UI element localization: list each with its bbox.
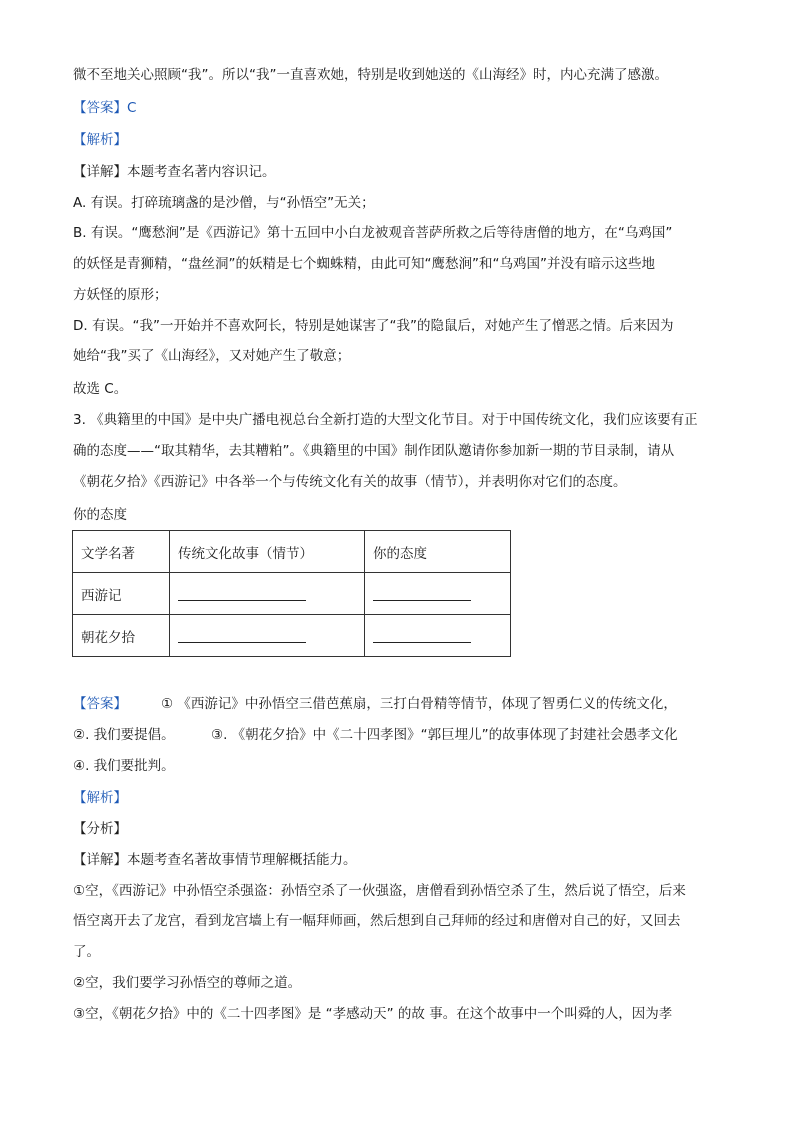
answer-text: ① 《西游记》中孙悟空三借芭蕉扇，三打白骨精等情节，体现了智勇仁义的传统文化， [161, 696, 677, 712]
table-cell-attitude [365, 615, 511, 657]
answer-label: 【答案】C [73, 100, 137, 116]
question-line: 《朝花夕拾》《西游记》中各举一个与传统文化有关的故事（情节），并表明你对它们的态度。 [73, 474, 627, 490]
table-row [73, 615, 511, 657]
fill-blank [178, 586, 306, 601]
table-row [73, 573, 511, 615]
answer-text: ②. 我们要提倡。 [73, 727, 175, 743]
table-cell-book: 朝花夕拾 [73, 615, 170, 657]
answer-text: ③. 《朝花夕拾》中《二十四孝图》“郭巨埋儿”的故事体现了封建社会愚孝文化 [211, 727, 678, 743]
text-line: A. 有误。打碎琉璃盏的是沙僧，与“孙悟空”无关； [73, 195, 375, 211]
question-line: 3. 《典籍里的中国》是中央广播电视总台全新打造的大型文化节目。对于中国传统文化，我们应该要有正 [73, 412, 698, 428]
question-line: 确的态度——“取其精华，去其糟粕”。《典籍里的中国》制作团队邀请你参加新一期的节目录制，请从 [73, 443, 675, 459]
fill-blank [373, 628, 471, 643]
text-line: B. 有误。“鹰愁涧”是《西游记》第十五回中小白龙被观音菩萨所救之后等待唐僧的地方，在“乌鸡国” [73, 225, 673, 241]
table-cell-story [170, 615, 365, 657]
answer-line: ④. 我们要批判。 [73, 758, 175, 774]
answer-line [73, 725, 678, 745]
text-line: ②空，我们要学习孙悟空的尊师之道。 [73, 975, 302, 991]
text-line: 【详解】本题考查名著内容识记。 [73, 164, 276, 180]
table-header-row [73, 531, 511, 573]
table-header: 传统文化故事（情节） [170, 531, 365, 573]
analysis-subheading: 【分析】 [73, 821, 127, 837]
table-cell-attitude [365, 573, 511, 615]
text-line: D. 有误。“我”一开始并不喜欢阿长，特别是她谋害了“我”的隐鼠后，对她产生了憎恶之情。后来因为 [73, 318, 674, 334]
analysis-label: 【解析】 [73, 132, 127, 148]
answer-line [73, 694, 677, 714]
table-cell-book: 西游记 [73, 573, 170, 615]
text-line: 故选 C。 [73, 381, 128, 397]
table-header: 你的态度 [365, 531, 511, 573]
fill-blank [373, 586, 471, 601]
table-header: 文学名著 [73, 531, 170, 573]
text-line: ③空，《朝花夕拾》中的《二十四孝图》是 “孝感动天” 的故 事。在这个故事中一个叫舜的人，因为孝 [73, 1006, 673, 1022]
answer-table [72, 530, 511, 657]
fill-blank [178, 628, 306, 643]
answer-label: 【答案】 [73, 696, 127, 712]
table-caption: 你的态度 [73, 507, 127, 523]
analysis-label: 【解析】 [73, 790, 127, 806]
table-cell-story [170, 573, 365, 615]
text-line: 方妖怪的原形； [73, 287, 168, 303]
text-line: 她给“我”买了《山海经》，又对她产生了敬意； [73, 348, 351, 364]
text-line: ①空，《西游记》中孙悟空杀强盗：孙悟空杀了一伙强盗，唐僧看到孙悟空杀了生，然后说了悟空，后来 [73, 883, 686, 899]
text-line: 了。 [73, 944, 100, 960]
text-line: 的妖怪是青狮精，“盘丝洞”的妖精是七个蜘蛛精，由此可知“鹰愁涧”和“乌鸡国”并没有暗示这些地 [73, 256, 655, 272]
text-line: 悟空离开去了龙宫，看到龙宫墙上有一幅拜师画，然后想到自己拜师的经过和唐僧对自己的好，又回去 [73, 913, 681, 929]
text-line: 【详解】本题考查名著故事情节理解概括能力。 [73, 852, 357, 868]
text-line: 微不至地关心照顾“我”。所以“我”一直喜欢她，特别是收到她送的《山海经》时，内心充满了感激。 [73, 67, 668, 83]
